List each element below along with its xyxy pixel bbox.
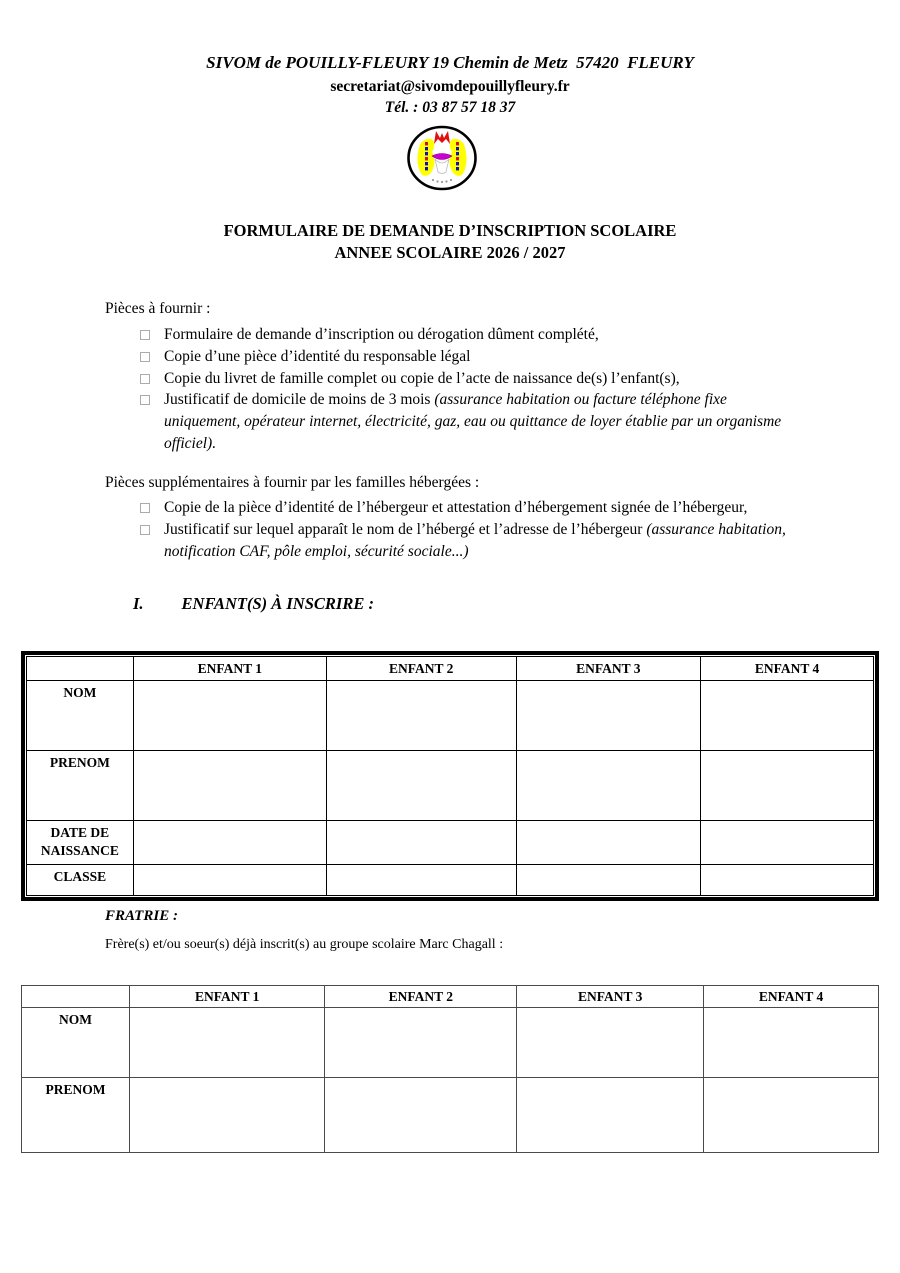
- section-numeral: I.: [133, 594, 144, 613]
- empty-cell: [133, 865, 326, 896]
- empty-cell: [326, 865, 516, 896]
- checklist-item: [140, 346, 800, 368]
- org-phone: Tél. : 03 87 57 18 37: [384, 99, 516, 116]
- children-table: [21, 651, 879, 901]
- siblings-table: [21, 985, 879, 1153]
- empty-cell: [326, 751, 516, 821]
- empty-cell: [133, 751, 326, 821]
- row-label-classe: CLASSE: [27, 865, 134, 896]
- checklist-item: [140, 324, 800, 346]
- checklist-item: [140, 497, 800, 519]
- empty-cell: [701, 681, 874, 751]
- column-header-enfant2: ENFANT 2: [325, 986, 517, 1008]
- empty-cell: [129, 1008, 324, 1078]
- row-label-prenom: PRENOM: [27, 751, 134, 821]
- column-header-enfant1: ENFANT 1: [133, 657, 326, 681]
- table-row-nom: [27, 681, 874, 751]
- empty-cell: [325, 1008, 517, 1078]
- column-header-enfant1: ENFANT 1: [129, 986, 324, 1008]
- table-row-prenom: [22, 1078, 879, 1153]
- org-email: secretariat@sivomdepouillyfleury.fr: [330, 78, 570, 95]
- documents-hosted-checklist: [140, 497, 800, 562]
- empty-cell: [704, 1078, 879, 1153]
- checkbox-glyph: [140, 525, 150, 535]
- empty-cell: [516, 751, 701, 821]
- checklist-item: [140, 519, 800, 563]
- empty-cell: [133, 821, 326, 865]
- empty-cell: [326, 821, 516, 865]
- org-address-line: SIVOM de POUILLY-FLEURY 19 Chemin de Metz 57420 FLEURY: [206, 53, 694, 72]
- row-label-nom: NOM: [27, 681, 134, 751]
- checkbox-glyph: [140, 330, 150, 340]
- section-heading-children: [133, 594, 374, 614]
- checkbox-glyph: [140, 374, 150, 384]
- row-label-nom: NOM: [22, 1008, 130, 1078]
- empty-cell: [326, 681, 516, 751]
- fratrie-description: Frère(s) et/ou soeur(s) déjà inscrit(s) au groupe scolaire Marc Chagall :: [105, 937, 504, 952]
- table-header-row: [27, 657, 874, 681]
- column-header-enfant2: ENFANT 2: [326, 657, 516, 681]
- column-header-enfant4: ENFANT 4: [701, 657, 874, 681]
- checklist-item: [140, 389, 800, 454]
- documents-heading: Pièces à fournir :: [105, 300, 211, 317]
- column-header-enfant3: ENFANT 3: [516, 657, 701, 681]
- empty-cell: [133, 681, 326, 751]
- fratrie-heading: FRATRIE :: [105, 908, 178, 924]
- table-row-nom: [22, 1008, 879, 1078]
- checklist-item: [140, 368, 800, 390]
- corner-cell: [27, 657, 134, 681]
- empty-cell: [701, 821, 874, 865]
- row-label-date-naissance: DATE DE NAISSANCE: [27, 821, 134, 865]
- documents-checklist: [140, 324, 800, 455]
- checklist-item-text: Justificatif sur lequel apparaît le nom de l’hébergé et l’adresse de l’hébergeur (assurance habitation, notification CAF, pôle emploi, sécurité sociale...): [164, 520, 786, 560]
- empty-cell: [516, 821, 701, 865]
- empty-cell: [129, 1078, 324, 1153]
- empty-cell: [701, 865, 874, 896]
- checkbox-glyph: [140, 352, 150, 362]
- checklist-item-text: Formulaire de demande d’inscription ou dérogation dûment complété,: [164, 326, 599, 343]
- sivom-logo-icon: [406, 125, 478, 191]
- checklist-item-text: Copie d’une pièce d’identité du responsable légal: [164, 347, 471, 365]
- table-row-classe: [27, 865, 874, 896]
- table-row-date-naissance: [27, 821, 874, 865]
- empty-cell: [325, 1078, 517, 1153]
- empty-cell: [704, 1008, 879, 1078]
- form-subtitle-year: ANNEE SCOLAIRE 2026 / 2027: [334, 243, 566, 262]
- documents-hosted-heading: Pièces supplémentaires à fournir par les familles hébergées :: [105, 474, 480, 491]
- column-header-enfant3: ENFANT 3: [517, 986, 704, 1008]
- empty-cell: [517, 1008, 704, 1078]
- row-label-prenom: PRENOM: [22, 1078, 130, 1153]
- empty-cell: [517, 1078, 704, 1153]
- form-title: FORMULAIRE DE DEMANDE D’INSCRIPTION SCOLAIRE: [223, 221, 677, 240]
- corner-cell: [22, 986, 130, 1008]
- checkbox-glyph: [140, 395, 150, 405]
- table-header-row: [22, 986, 879, 1008]
- column-header-enfant4: ENFANT 4: [704, 986, 879, 1008]
- empty-cell: [516, 681, 701, 751]
- checklist-item-text: Justificatif de domicile de moins de 3 mois (assurance habitation ou facture téléphone fixe uniquement, opérateur internet, électricité, gaz, eau ou quittance de loyer établie par un organisme officiel).: [164, 391, 782, 452]
- table-row-prenom: [27, 751, 874, 821]
- checklist-item-text: Copie de la pièce d’identité de l’hébergeur et attestation d’hébergement signée de l’hébergeur,: [164, 499, 748, 516]
- empty-cell: [701, 751, 874, 821]
- empty-cell: [516, 865, 701, 896]
- checklist-item-text: Copie du livret de famille complet ou copie de l’acte de naissance de(s) l’enfant(s),: [164, 369, 680, 387]
- checkbox-glyph: [140, 503, 150, 513]
- section-title: ENFANT(S) À INSCRIRE :: [181, 594, 374, 613]
